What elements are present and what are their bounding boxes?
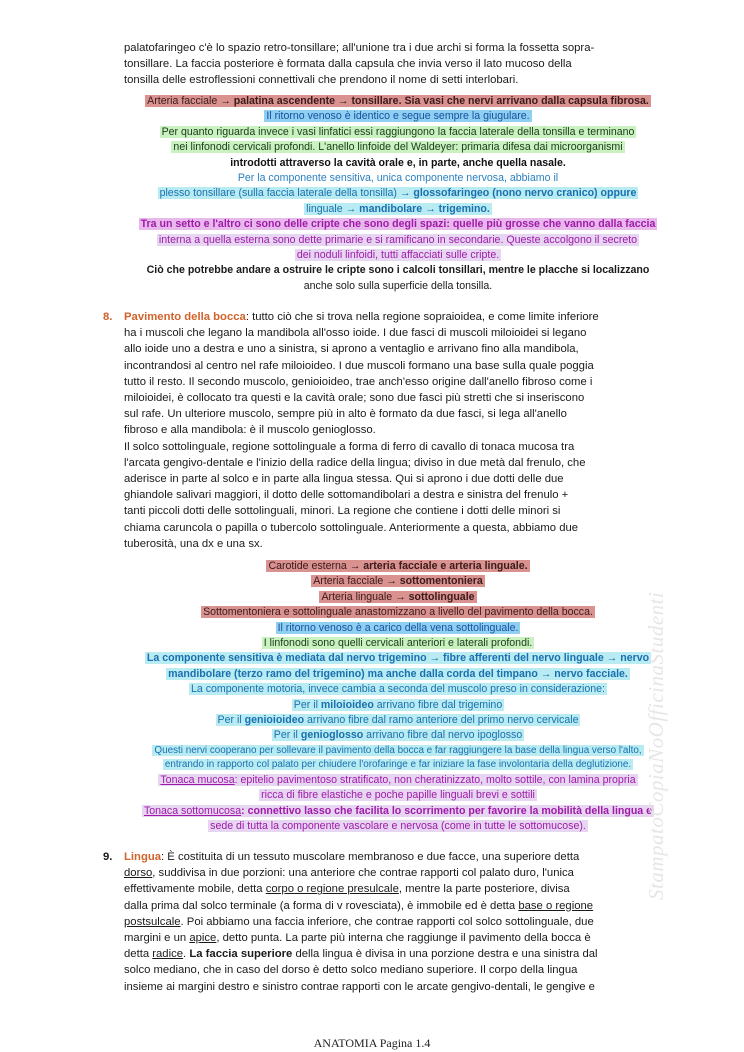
section-9-line: Lingua: È costituita di un tessuto muscolare membranoso e due facce, una superiore detta <box>124 851 580 863</box>
plug-text: anche solo sulla superficie della tonsilla. <box>303 279 493 292</box>
tonsil-nerve-row <box>100 171 696 186</box>
tonsil-crypt-row <box>100 248 696 263</box>
nerve-path: → mandibolare → trigemino. <box>345 202 490 215</box>
section-8-line: Il solco sottolinguale, regione sottolinguale a forma di ferro di cavallo di tonaca mucosa tra <box>124 440 575 453</box>
crypt-text: dei noduli linfoidi, tutti affacciati sulle cripte. <box>296 249 500 262</box>
nerve-text: plesso tonsillare (sulla faccia laterale della tonsilla) <box>159 187 400 200</box>
page-footer: ANATOMIA Pagina 1.4 <box>313 1036 431 1050</box>
tonsil-plug-row <box>100 263 696 278</box>
sensory-row: mandibolare (terzo ramo del trigemino) ma anche dalla corda del timpano → nervo facciale. <box>168 667 628 680</box>
motor-row: La componente motoria, invece cambia a seconda del muscolo preso in considerazione: <box>191 683 605 696</box>
nerve-text: linguale <box>306 202 346 215</box>
section-8-line: Pavimento della bocca: tutto ciò che si trova nella regione sopraioidea, e come limite inferiore <box>124 311 599 323</box>
mylohyoid-row: Per il miloioideo arrivano fibre dal trigemino <box>293 698 503 711</box>
tonsil-nerve-row <box>100 202 696 217</box>
section-8-line: tanti piccoli dotti delle sottolinguali, minori. La regione che contiene i dotti delle minori si <box>124 505 561 518</box>
tonsil-crypt-row <box>100 233 696 248</box>
section-8-number: 8. <box>103 311 113 323</box>
tonsil-crypt-row <box>100 217 696 232</box>
facial-row: Arteria facciale → sottomentoniera <box>313 575 483 588</box>
section-9-line: effettivamente mobile, detta corpo o regione presulcale, mentre la parte posteriore, divisa <box>124 883 570 896</box>
floor-notes <box>100 559 696 835</box>
tonsil-lymph-row <box>100 125 696 140</box>
section-9-line: dalla prima dal solco terminale (a forma di v rovesciata), è immobile ed è detta base o regione <box>124 899 594 912</box>
watermark <box>620 530 668 910</box>
crypt-text: interna a quella esterna sono dette primarie e si ramificano in secondarie. Queste accolgono il secreto <box>158 233 638 246</box>
tonsil-lymph-row <box>100 140 696 155</box>
tonsil-nerve-row <box>100 186 696 201</box>
section-8-line: l'arcata gengivo-dentale e l'inizio della radice della lingua; diviso in due metà dal frenulo, che <box>124 456 586 469</box>
cooperation-row: Questi nervi cooperano per sollevare il pavimento della bocca e far raggiungere la base della lingua verso l'alto, <box>154 744 642 756</box>
section-8-line: miloioidei, è collocato tra questi e la cavità orale; sono due fasci più stretti che si inseriscono <box>124 392 585 405</box>
crypt-text: Tra un setto e l'altro ci sono delle cripte che sono degli spazi: quelle più grosse che vanno dalla faccia <box>140 218 656 231</box>
lymph-text: Per quanto riguarda invece i vasi linfatici essi raggiungono la faccia laterale della tonsilla e terminano <box>161 125 635 138</box>
artery-text: Arteria facciale <box>147 95 221 107</box>
sensory-row: La componente sensitiva è mediata dal nervo trigemino → fibre afferenti del nervo linguale → nervo <box>146 652 650 665</box>
section-9-number: 9. <box>103 851 113 863</box>
section-9-line: postsulcale. Poi abbiamo una faccia inferiore, che contrae rapporti col solco sottolinguale, due <box>124 915 594 928</box>
mucosa-row: Tonaca mucosa: epitelio pavimentoso stratificato, non cheratinizzato, molto sottile, con lamina propria <box>160 774 636 787</box>
venous-row: Il ritorno venoso è a carico della vena sottolinguale. <box>277 621 519 634</box>
section-9-line: margini e un apice, detto punta. La parte più interna che raggiunge il pavimento della bocca è <box>124 932 591 945</box>
section-8-line: chiama caruncola o papilla o tubercolo sottolinguale. Anteriormente a questa, abbiamo due <box>124 521 579 534</box>
geniohyoid-row: Per il genioioideo arrivano fibre dal ramo anteriore del primo nervo cervicale <box>217 714 579 727</box>
nerve-path: → glossofaringeo (nono nervo cranico) oppure <box>399 187 637 200</box>
carotid-row: Carotide esterna → arteria facciale e arteria linguale. <box>268 560 528 572</box>
section-8-title: Pavimento della bocca <box>124 311 246 323</box>
tonsil-artery-row <box>100 94 696 109</box>
submucosa-row: sede di tutta la componente vascolare e nervosa (come in tutte le sottomucose). <box>210 820 586 833</box>
tonsil-notes <box>100 94 696 294</box>
artery-path: → palatina ascendente → tonsillare. Sia vasi che nervi arrivano dalla capsula fibrosa. <box>220 95 649 107</box>
submucosa-row: Tonaca sottomucosa: connettivo lasso che facilita lo scorrimento per favorire la mobilità della lingua e <box>143 804 653 817</box>
section-9-title: Lingua <box>124 851 162 863</box>
section-8-line: tutto il resto. Il secondo muscolo, genioioideo, trae anch'esso origine dall'anello fibroso come i <box>124 375 593 388</box>
venous-text: Il ritorno venoso è identico e segue sempre la giugulare. <box>266 110 530 123</box>
section-8-line: ha i muscoli che legano la mandibola all'osso ioide. I due fasci di muscoli miloioidei si legano <box>124 327 587 340</box>
lymph-row: I linfonodi sono quelli cervicali anteriori e laterali profondi. <box>263 637 533 650</box>
intro-line: palatofaringeo c'è lo spazio retro-tonsillare; all'unione tra i due archi si forma la fossetta sopra- <box>124 42 595 54</box>
section-8-paragraph <box>124 309 656 552</box>
lymph-text: nei linfonodi cervicali profondi. L'anello linfoide del Waldeyer: primaria difesa dai microorganismi <box>173 141 623 154</box>
intro-paragraph <box>124 40 656 89</box>
section-9-line: insieme ai margini destro e sinistro contrae rapporti con le arcate gengivo-dentali, le gengive e <box>124 980 595 993</box>
section-9-line: solco mediano, che in caso del dorso è detto solco mediano superiore. Il corpo della lingua <box>124 964 578 977</box>
tonsil-lymph-row <box>100 156 696 171</box>
intro-line: tonsilla delle estroflessioni connettivali che prendono il nome di setti interlobari. <box>124 74 519 87</box>
section-9-paragraph <box>124 849 656 995</box>
plug-text: Ciò che potrebbe andare a ostruire le cripte sono i calcoli tonsillari, mentre le placche si localizzano <box>146 264 650 277</box>
anastomosis-row: Sottomentoniera e sottolinguale anastomizzano a livello del pavimento della bocca. <box>203 606 593 619</box>
watermark-text: StampatoCopiaNoOfficinaStudenti <box>644 591 668 900</box>
intro-line: tonsillare. La faccia posteriore è formata dalla capsula che invia verso il lato mucoso della <box>124 58 572 71</box>
genioglossus-row: Per il genioglosso arrivano fibre dal nervo ipoglosso <box>273 729 523 742</box>
mucosa-row: ricca di fibre elastiche e poche papille linguali brevi e sottili <box>261 789 535 802</box>
lymph-text: introdotti attraverso la cavità orale e, in parte, anche quella nasale. <box>230 156 566 169</box>
tonsil-venous-row <box>100 109 696 124</box>
section-8-line: incontrandosi al centro nel rafe miloioideo. I due muscoli formano una base sulla quale poggia <box>124 359 594 372</box>
section-8-line: ghiandole salivari maggiori, il dotto delle sottomandibolari a destra e sinistra del frenulo + <box>124 489 569 502</box>
cooperation-row: entrando in rapporto col palato per chiudere l'orofaringe e far iniziare la fase involontaria della deglutizione. <box>164 759 632 771</box>
section-8-line: sul rafe. Un ulteriore muscolo, sempre più in alto è formato da due fasci, si lega all'anello <box>124 408 567 421</box>
section-8-line: allo ioide uno a destra e uno a sinistra, si aprono a ventaglio e arrivano fino alla mandibola, <box>124 343 579 356</box>
section-8-line: fibroso e alla mandibola: è il muscolo genioglosso. <box>124 424 376 437</box>
lingual-row: Arteria linguale → sottolinguale <box>321 590 475 603</box>
nerve-text: Per la componente sensitiva, unica componente nervosa, abbiamo il <box>237 172 559 185</box>
tonsil-plug-row <box>100 279 696 294</box>
section-9-line: dorso, suddivisa in due porzioni: una anteriore che contrae rapporti col palato duro, l'unica <box>124 867 574 880</box>
section-8-line: aderisce in parte al solco e in parte alla lingua stessa. Qui si aprono i due dotti delle due <box>124 473 564 486</box>
section-9-line: detta radice. La faccia superiore della lingua è divisa in una porzione destra e una sinistra dal <box>124 948 598 961</box>
section-8-line: tuberosità, una dx e una sx. <box>124 537 263 550</box>
